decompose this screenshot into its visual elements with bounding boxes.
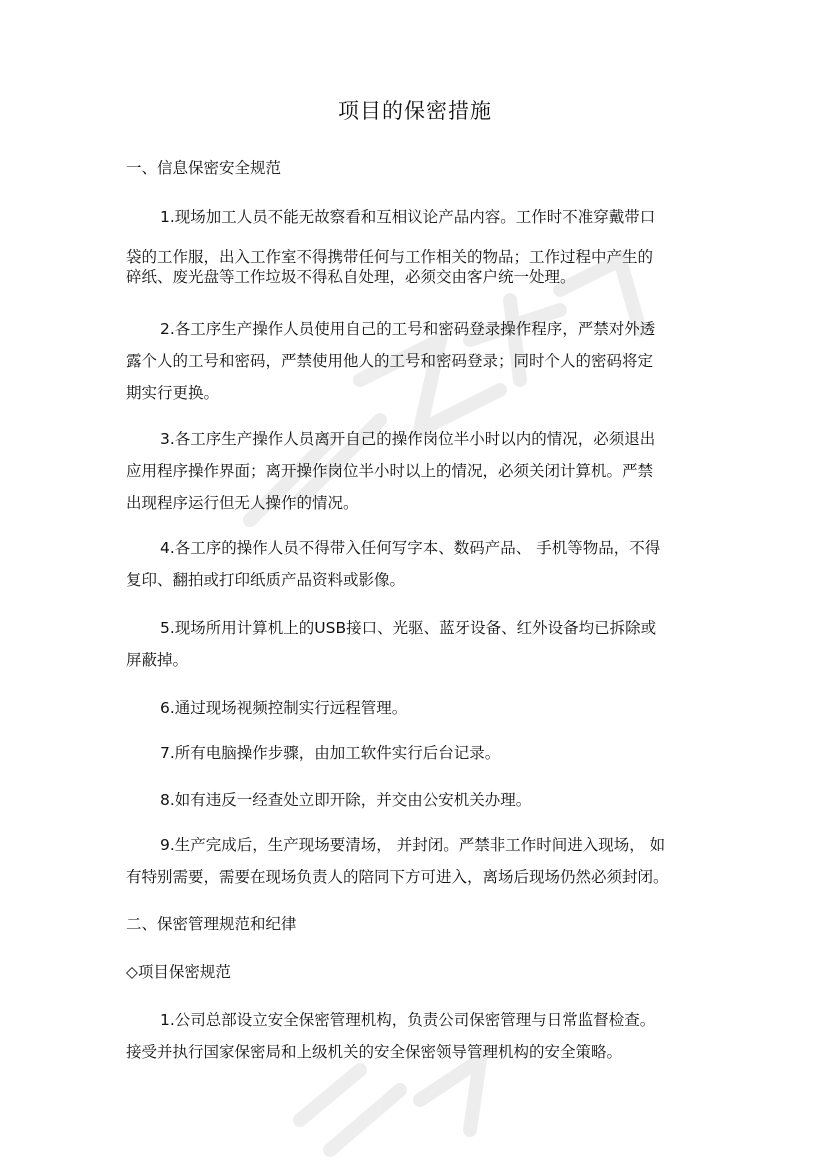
document-title: 项目的保密措施 xyxy=(338,99,492,123)
paragraph-line: 袋的工作服，出入工作室不得携带任何与工作相关的物品；工作过程中产生的 xyxy=(126,248,654,266)
paragraph-line: 期实行更换。 xyxy=(126,384,220,402)
paragraph-line: 复印、翻拍或打印纸质产品资料或影像。 xyxy=(126,571,406,589)
paragraph-line: 2.各工序生产操作人员使用自己的工号和密码登录操作程序，严禁对外透 xyxy=(160,320,656,338)
subsection-heading-project-rules: ◇项目保密规范 xyxy=(126,963,231,981)
paragraph-line: 4.各工序的操作人员不得带入任何写字本、数码产品、 手机等物品，不得 xyxy=(160,539,661,557)
paragraph-line: 8.如有违反一经查处立即开除，并交由公安机关办理。 xyxy=(160,791,532,809)
section-heading-confidentiality-rules: 二、保密管理规范和纪律 xyxy=(126,915,297,933)
paragraph-line: 屏蔽掉。 xyxy=(126,651,189,669)
paragraph-line: 6.通过现场视频控制实行远程管理。 xyxy=(160,699,408,717)
paragraph-line: 露个人的工号和密码，严禁使用他人的工号和密码登录；同时个人的密码将定 xyxy=(126,352,654,370)
paragraph-line: 碎纸、废光盘等工作垃圾不得私自处理，必须交由客户统一处理。 xyxy=(126,268,576,286)
paragraph-line: 有特别需要，需要在现场负责人的陪同下方可进入，离场后现场仍然必须封闭。 xyxy=(126,868,669,886)
section-heading-info-security: 一、信息保密安全规范 xyxy=(126,159,282,177)
paragraph-line: 应用程序操作界面；离开操作岗位半小时以上的情况，必须关闭计算机。严禁 xyxy=(126,462,654,480)
paragraph-line: 3.各工序生产操作人员离开自己的操作岗位半小时以内的情况，必须退出 xyxy=(160,430,656,448)
paragraph-line: 9.生产完成后，生产现场要清场， 并封闭。严禁非工作时间进入现场， 如 xyxy=(160,836,666,854)
paragraph-line: 1.现场加工人员不能无故察看和互相议论产品内容。工作时不准穿戴带口 xyxy=(160,208,656,226)
paragraph-line: 5.现场所用计算机上的USB接口、光驱、蓝牙设备、红外设备均已拆除或 xyxy=(160,619,657,637)
paragraph-line: 1.公司总部设立安全保密管理机构，负责公司保密管理与日常监督检查。 xyxy=(160,1011,656,1029)
paragraph-line: 接受并执行国家保密局和上级机关的安全保密领导管理机构的安全策略。 xyxy=(126,1043,623,1061)
paragraph-line: 7.所有电脑操作步骤，由加工软件实行后台记录。 xyxy=(160,744,501,762)
paragraph-line: 出现程序运行但无人操作的情况。 xyxy=(126,494,359,512)
